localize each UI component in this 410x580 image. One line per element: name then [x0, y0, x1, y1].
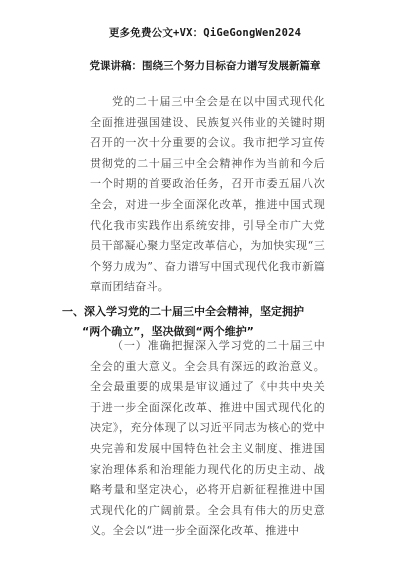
section-heading-line1: 一、深入学习党的二十届三中全会精神，坚定拥护	[62, 305, 304, 318]
intro-paragraph: 党的二十届三中全会是在以中国式现代化全面推进强国建设、民族复兴伟业的关键时期召开的一次十分重要的会议。我市把学习宣传贯彻党的二十届三中全会精神作为当前和今后一个时期的首要政治任务，召开市委五届八次全会，对进一步全面深化改革，推进中国式现代化我市实践作出系统安排，引导全市广大党员干部凝心聚力坚定改革信心，为加快实现“三个努力成为”、奋力谱写中国式现代化我市新篇章而团结奋斗。	[90, 95, 325, 294]
section-heading-line2: “两个确立”，坚决做到“两个维护”	[82, 325, 254, 338]
promo-header: 更多免费公文+VX：QiGeGongWen2024	[108, 27, 302, 39]
body-paragraph: （一）准确把握深入学习党的二十届三中全会的重大意义。全会具有深远的政治意义。全会最重要的成果是审议通过了《中共中央关于进一步全面深化改革、推进中国式现代化的决定》，充分体现了以习近平同志为核心的党中央完善和发展中国特色社会主义制度、推进国家治理体系和治理能力现代化的历史主动、战略考量和坚定决心，必将开启新征程推进中国式现代化的广阔前景。全会具有伟大的历史意义。全会以“进一步全面深化改革、推进中	[90, 339, 325, 538]
document-title: 党课讲稿：围绕三个努力目标奋力谱写发展新篇章	[89, 60, 321, 72]
